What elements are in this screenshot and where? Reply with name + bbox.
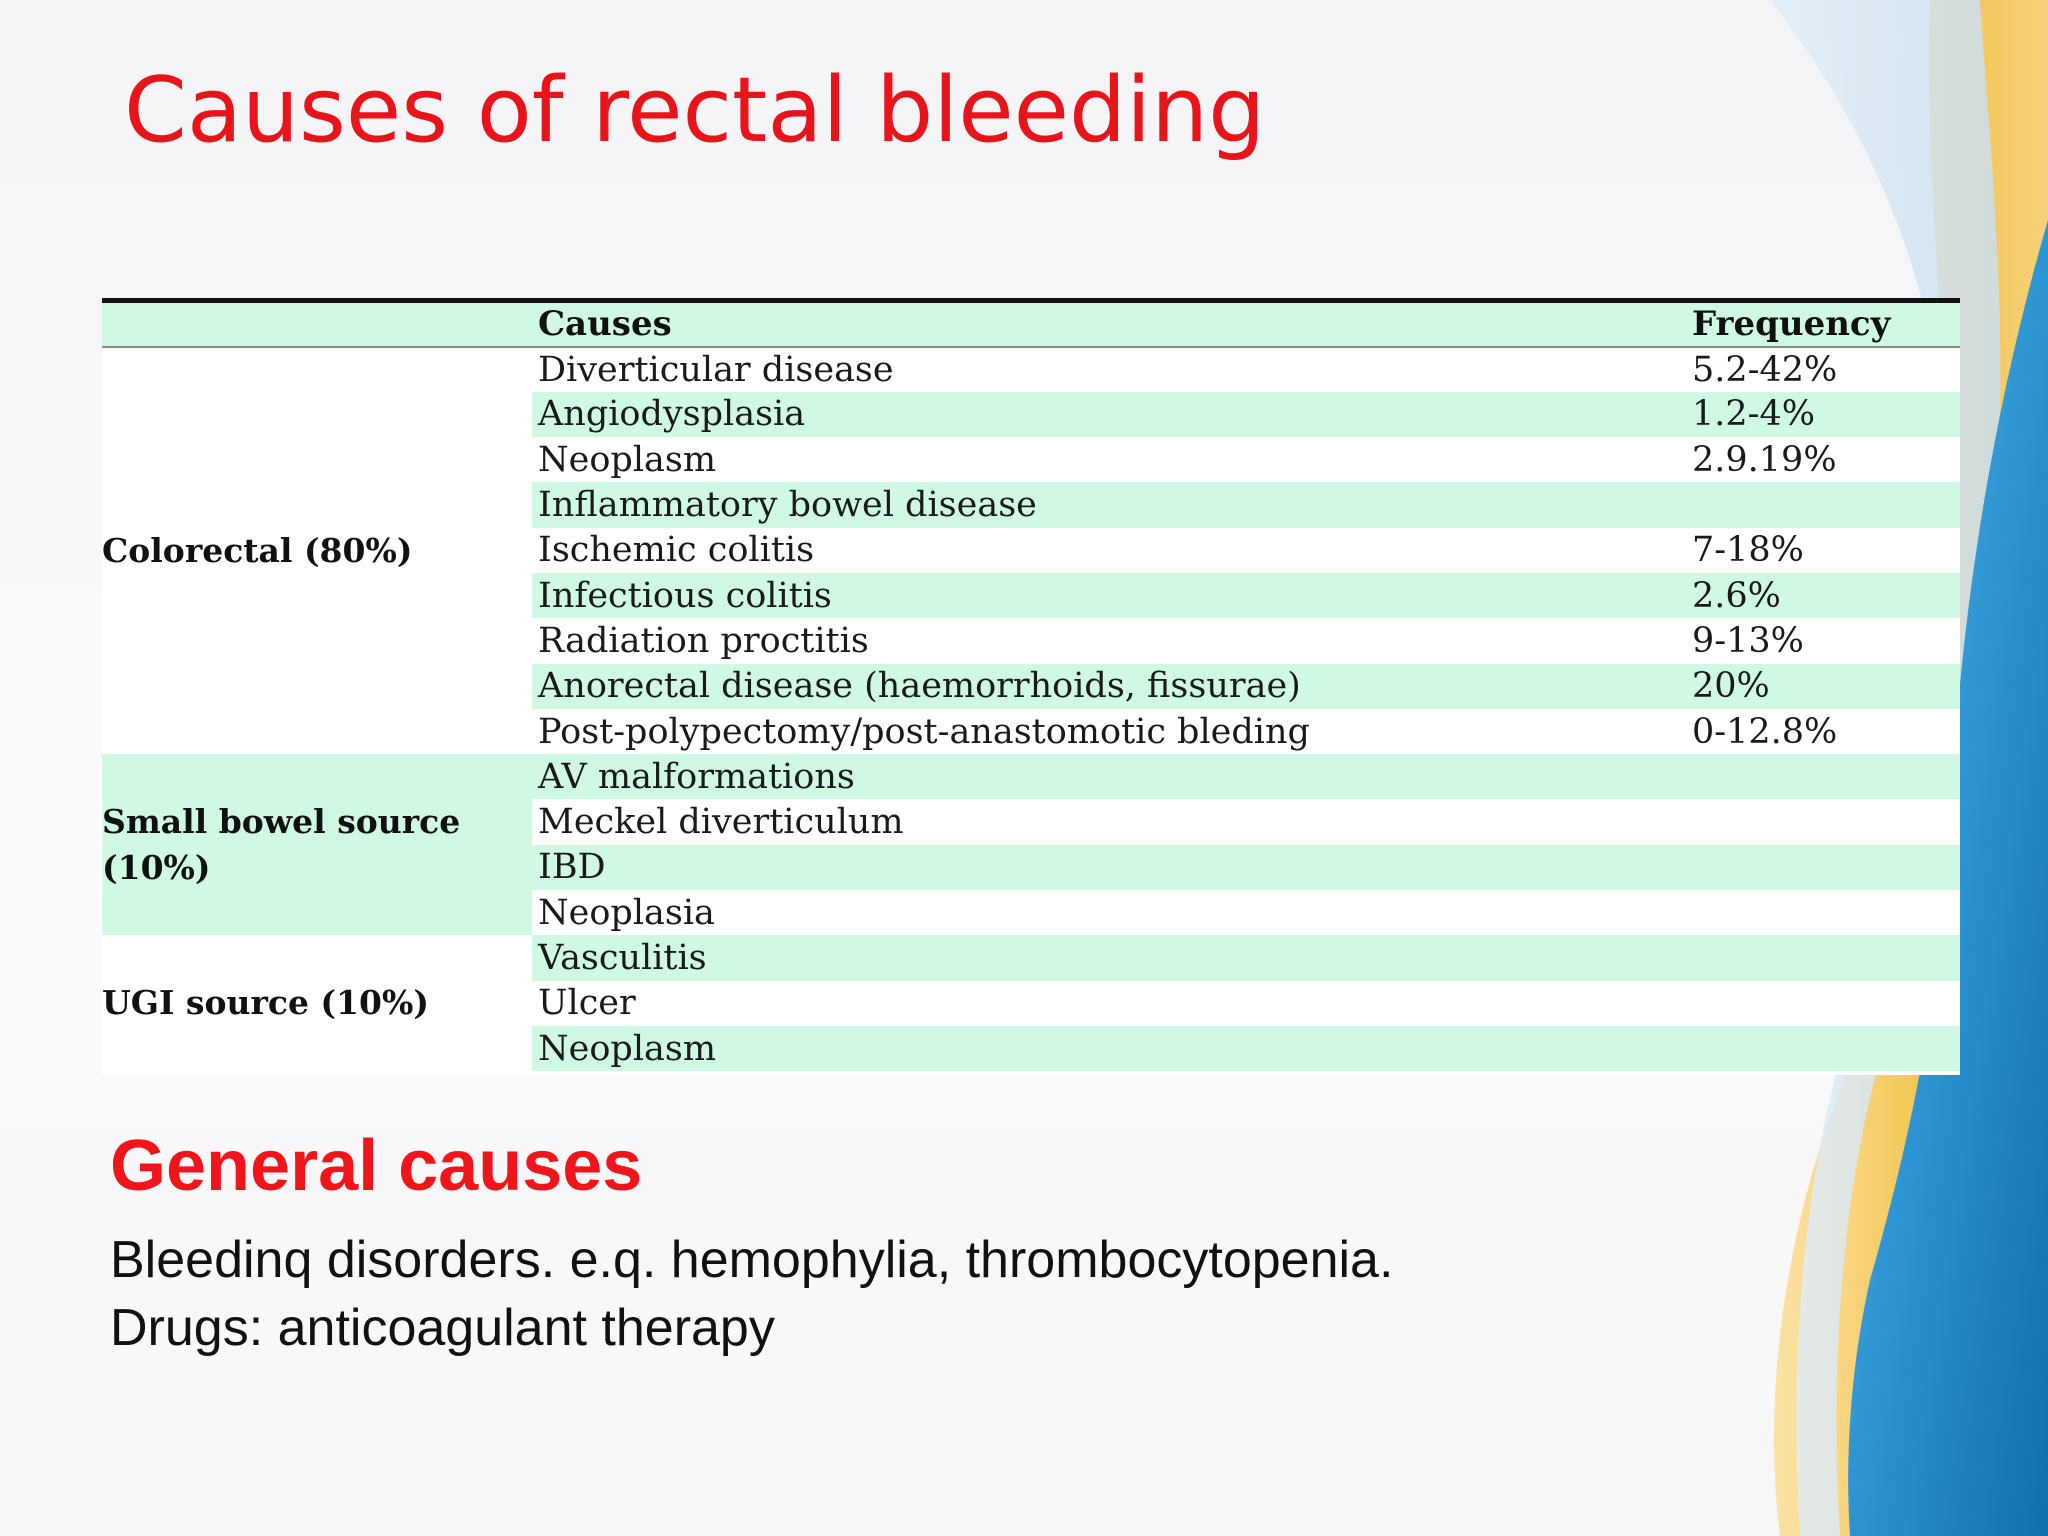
frequency-cell [1686, 890, 1960, 935]
cause-cell: Post-polypectomy/post-anastomotic bleding [538, 711, 1310, 752]
group-small-bowel: Small bowel source (10%) [102, 754, 532, 935]
table-header-row [102, 301, 1960, 347]
frequency-cell [1686, 1026, 1960, 1071]
cause-cell: Neoplasm [538, 1028, 717, 1069]
frequency-cell: 1.2-4% [1692, 394, 1816, 435]
group-colorectal: Colorectal (80%) [102, 347, 532, 755]
group-ugi: UGI source (10%) [102, 935, 532, 1071]
header-group [102, 301, 532, 347]
general-causes-line: Bleedinq disorders. e.q. hemophylia, thrombocytopenia. [110, 1231, 1394, 1289]
frequency-cell [1686, 935, 1960, 980]
cause-cell: Neoplasia [538, 892, 715, 933]
frequency-cell: 2.9.19% [1692, 439, 1837, 480]
cause-cell: Radiation proctitis [538, 620, 869, 661]
frequency-cell: 7-18% [1692, 530, 1804, 571]
frequency-cell [1686, 981, 1960, 1026]
causes-table [102, 298, 1960, 1071]
table-row [102, 347, 1960, 392]
table-row [102, 935, 1960, 980]
slide-title: Causes of rectal bleeding [124, 58, 1266, 163]
general-causes-text [110, 1226, 1393, 1362]
frequency-cell: 9-13% [1692, 620, 1804, 661]
frequency-cell [1686, 799, 1960, 844]
cause-cell: Anorectal disease (haemorrhoids, fissurae) [538, 666, 1301, 707]
cause-cell: Diverticular disease [538, 349, 894, 390]
cause-cell: Ulcer [538, 983, 636, 1024]
cause-cell: Inflammatory bowel disease [538, 485, 1037, 526]
cause-cell: Ischemic colitis [538, 530, 815, 571]
frequency-cell [1686, 845, 1960, 890]
frequency-cell: 2.6% [1692, 575, 1781, 616]
cause-cell: Infectious colitis [538, 575, 832, 616]
frequency-cell [1686, 482, 1960, 527]
general-causes-heading: General causes [110, 1126, 643, 1206]
cause-cell: Angiodysplasia [538, 394, 806, 435]
frequency-cell: 20% [1692, 666, 1770, 707]
cause-cell: AV malformations [538, 756, 855, 797]
general-causes-line: Drugs: anticoagulant therapy [110, 1299, 775, 1357]
cause-cell: IBD [538, 847, 606, 888]
frequency-cell: 0-12.8% [1692, 711, 1838, 752]
header-frequency: Frequency [1686, 301, 1960, 347]
cause-cell: Meckel diverticulum [538, 802, 904, 843]
table-row [102, 754, 1960, 799]
cause-cell: Neoplasm [538, 439, 717, 480]
frequency-cell: 5.2-42% [1692, 349, 1838, 390]
header-causes: Causes [532, 301, 1686, 347]
causes-table-container [102, 298, 1960, 1075]
cause-cell: Vasculitis [538, 938, 707, 978]
frequency-cell [1686, 754, 1960, 799]
